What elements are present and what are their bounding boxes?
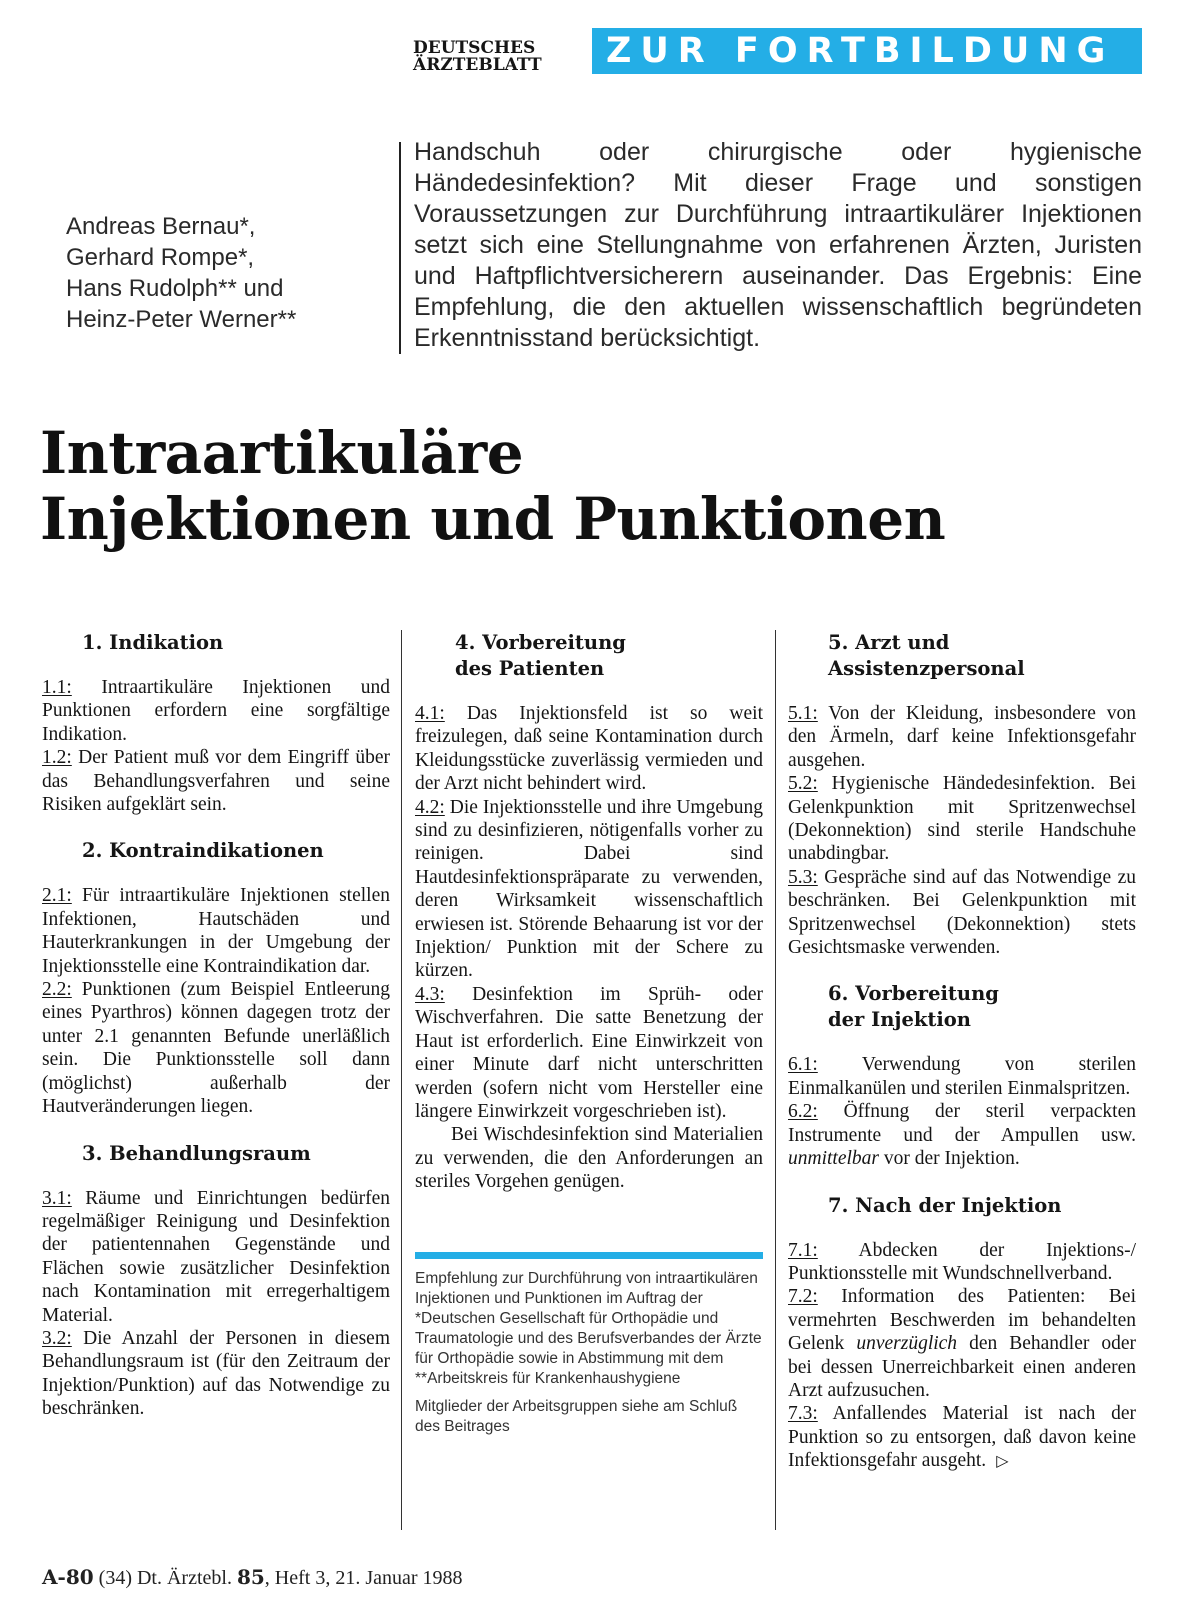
item-number: 5.2: [788,773,818,795]
citation-journal: (34) Dt. Ärztebl. [98,1567,232,1589]
item-number: 1.2: [42,747,72,769]
section-kontraindikationen [42,838,390,1118]
item-number: 1.1: [42,677,72,698]
article-title [40,420,1150,552]
list-item [788,1285,1136,1402]
column-1 [42,630,390,1443]
masthead-line1: DEUTSCHES [413,38,536,58]
list-item [415,796,763,983]
info-box-text: Empfehlung zur Durchführung von intraartikulären Injektionen und Punktionen im Auftrag der *Deutschen Gesellschaft für Orthopädie und Traumatologie und des Berufsverbandes der Ärzte für Orthopädie sowie in Abstimmung mit dem **Arbeitskreis für Krankenhaushygiene [415,1269,762,1387]
section-heading: 1. Indikation [82,631,224,654]
section-nach-injektion [788,1193,1136,1473]
title-line-1: Intraartikuläre [40,419,524,487]
author-4: Heinz-Peter Werner** [66,306,297,333]
section-heading: 2. Kontraindikationen [82,839,324,863]
item-number: 7.2: [788,1286,818,1308]
column-divider-2 [775,630,776,1530]
item-text: Information des Patienten: Bei vermehrten Beschwerden im behandelten Gelenk [788,1286,1136,1355]
item-text: Verwendung von sterilen Einmalkanülen und sterilen Einmalspritzen. [788,1054,1136,1099]
list-item [788,772,1136,866]
item-number: 7.3: [788,1403,818,1425]
lead-paragraph: Handschuh oder chirurgische oder hygienische Händedesinfektion? Mit dieser Frage und sonstigen Voraussetzungen zur Durchführung intraartikulärer Injektionen setzt sich eine Stellungnahme von erfahrenen Ärzten, Juristen und Haftpflichtversicherern auseinander. Das Ergebnis: Eine Empfehlung, die den aktuellen wissenschaftlich begründeten Erkenntnisstand berücksichtigt. [414,138,1142,352]
item-text: Desinfektion im Sprüh- oder Wischverfahren. Die satte Benetzung der Haut ist erforderlich. Eine Einwirkzeit von einer Minute darf nicht unterschritten werden (sofern nicht vom Hersteller eine längere Einwirkzeit vorgeschrieben ist). [415,983,763,1122]
section-heading: 7. Nach der Injektion [828,1193,1062,1217]
section-vorbereitung-patient [415,630,763,1194]
item-text: vor der Injektion. [879,1148,1020,1170]
item-text: Intraartikuläre Injektionen und Punktionen erfordern eine sorgfältige Indikation. [42,677,390,745]
title-line-2: Injektionen und Punktionen [40,485,946,553]
author-2: Gerhard Rompe*, [66,244,255,271]
section-behandlungsraum [42,1141,390,1421]
author-3: Hans Rudolph** und [66,275,284,302]
section-heading: 3. Behandlungsraum [82,1141,311,1165]
list-item [42,1187,390,1327]
item-text: Das Injektionsfeld ist so weit freizulegen, daß seine Kontamination durch Kleidungsstücke zuverlässig vermieden und der Arzt nicht behindert wird. [415,703,763,795]
list-item [415,702,763,796]
item-text: Abdecken der Injektions-/ Punktionsstelle mit Wundschnellverband. [788,1239,1136,1284]
item-number: 5.1: [788,703,818,724]
emphasis: unverzüglich [856,1333,958,1355]
item-text: Von der Kleidung, insbesondere von den Ärmeln, darf keine Infektionsgefahr ausgehen. [788,703,1136,771]
item-text: den Behandler oder bei dessen Unerreichbarkeit einen anderen Arzt aufzusuchen. [788,1333,1137,1401]
column-3 [788,630,1136,1495]
item-number: 4.1: [415,703,445,724]
citation [99,1567,463,1589]
item-number: 3.1: [42,1187,72,1209]
item-number: 2.2: [42,979,72,1001]
section-banner: ZUR FORTBILDUNG [592,28,1142,74]
item-text: Gespräche sind auf das Notwendige zu beschränken. Bei Gelenkpunktion mit Spritzenwechsel (Dekonnektion) stets Gesichtsmaske verwenden. [788,866,1136,959]
list-item [788,1100,1136,1170]
item-text: Die Injektionsstelle und ihre Umgebung sind zu desinfizieren, nötigenfalls vorher zu reinigen. Dabei sind Hautdesinfektionspräparate zu verwenden, deren Wirksamkeit wissenschaftlich erwiesen ist. Störende Behaarung ist vor der Injektion/ Punktion mit der Schere zu kürzen. [415,796,763,982]
author-1: Andreas Bernau*, [66,213,256,240]
paragraph: Bei Wischdesinfektion sind Materialien zu verwenden, die den Anforderungen an steriles Vorgehen genügen. [415,1124,763,1193]
list-item [415,983,763,1123]
item-text: Die Anzahl der Personen in diesem Behandlungsraum ist (für den Zeitraum der Injektion/Punktion) auf das Notwendige zu beschränken. [42,1327,390,1420]
heading-line: 4. Vorbereitung [455,631,626,654]
heading-line: des Patienten [455,657,605,680]
item-number: 6.1: [788,1054,818,1076]
lead-divider [399,142,401,354]
item-text: Punktionen (zum Beispiel Entleerung eines Pyarthros) können dagegen trotz der unter 2.1 genannten Befunde unerläßlich sein. Die Punktionsstelle soll dann (möglichst) außerhalb der Hautveränderungen liegen. [42,979,390,1118]
section-indikation [42,630,390,816]
list-item [788,1402,1136,1472]
heading-line: 6. Vorbereitung [828,982,999,1006]
list-item [42,746,390,816]
citation-volume: 85 [236,1565,265,1589]
item-number: 6.2: [788,1101,818,1123]
column-2 [415,630,763,1445]
item-number: 3.2: [42,1327,72,1349]
item-number: 2.1: [42,885,72,907]
list-item [788,866,1136,960]
list-item [788,1239,1136,1286]
item-text: Räume und Einrichtungen bedürfen regelmäßiger Reinigung und Desinfektion der patientennahen Gegenstände und Flächen sowie zusätzlicher Desinfektion nach Kontamination mit erregerhaltigem Material. [42,1187,390,1326]
item-text: Anfallendes Material ist nach der Punktion so zu entsorgen, daß davon keine Infektionsgefahr ausgeht. [788,1403,1136,1472]
page-number: A-80 [42,1565,94,1589]
section-heading [788,630,1136,682]
list-item [42,1327,390,1421]
heading-line: 5. Arzt und [828,631,950,654]
item-number: 4.2: [415,796,445,818]
info-box [415,1252,763,1437]
section-heading [415,630,763,682]
masthead-logo [413,40,583,74]
item-number: 5.3: [788,866,818,888]
list-item [42,676,390,746]
citation-issue: , Heft 3, 21. Januar 1988 [264,1567,463,1589]
list-item [42,884,390,978]
heading-line: der Injektion [828,1008,971,1032]
column-divider-1 [401,630,402,1530]
list-item [42,978,390,1118]
item-text: Für intraartikuläre Injektionen stellen Infektionen, Hautschäden und Hauterkrankungen in der Umgebung der Injektionsstelle eine Kontraindikation dar. [42,885,390,977]
item-number: 4.3: [415,983,445,1005]
item-text: Hygienische Händedesinfektion. Bei Gelenkpunktion mit Spritzenwechsel (Dekonnektion) sind sterile Handschuhe unabdingbar. [788,773,1136,865]
section-arzt-assistenz [788,630,1136,959]
item-text: Öffnung der steril verpackten Instrumente und der Ampullen usw. [788,1101,1136,1146]
emphasis: unmittelbar [788,1148,879,1170]
continue-arrow-icon: ▷ [996,1451,1009,1471]
list-item [788,1053,1136,1100]
page-footer [42,1565,463,1590]
author-list [66,211,386,335]
section-vorbereitung-injektion [788,981,1136,1170]
info-box-note: Mitglieder der Arbeitsgruppen siehe am Schluß des Beitrages [415,1397,738,1435]
heading-line: Assistenzpersonal [828,657,1025,680]
masthead-line2: ÄRZTEBLATT [413,55,542,75]
list-item [788,702,1136,772]
item-number: 7.1: [788,1239,818,1261]
item-text: Der Patient muß vor dem Eingriff über das Behandlungsverfahren und seine Risiken aufgeklärt sein. [42,747,390,816]
section-heading [788,981,1136,1033]
